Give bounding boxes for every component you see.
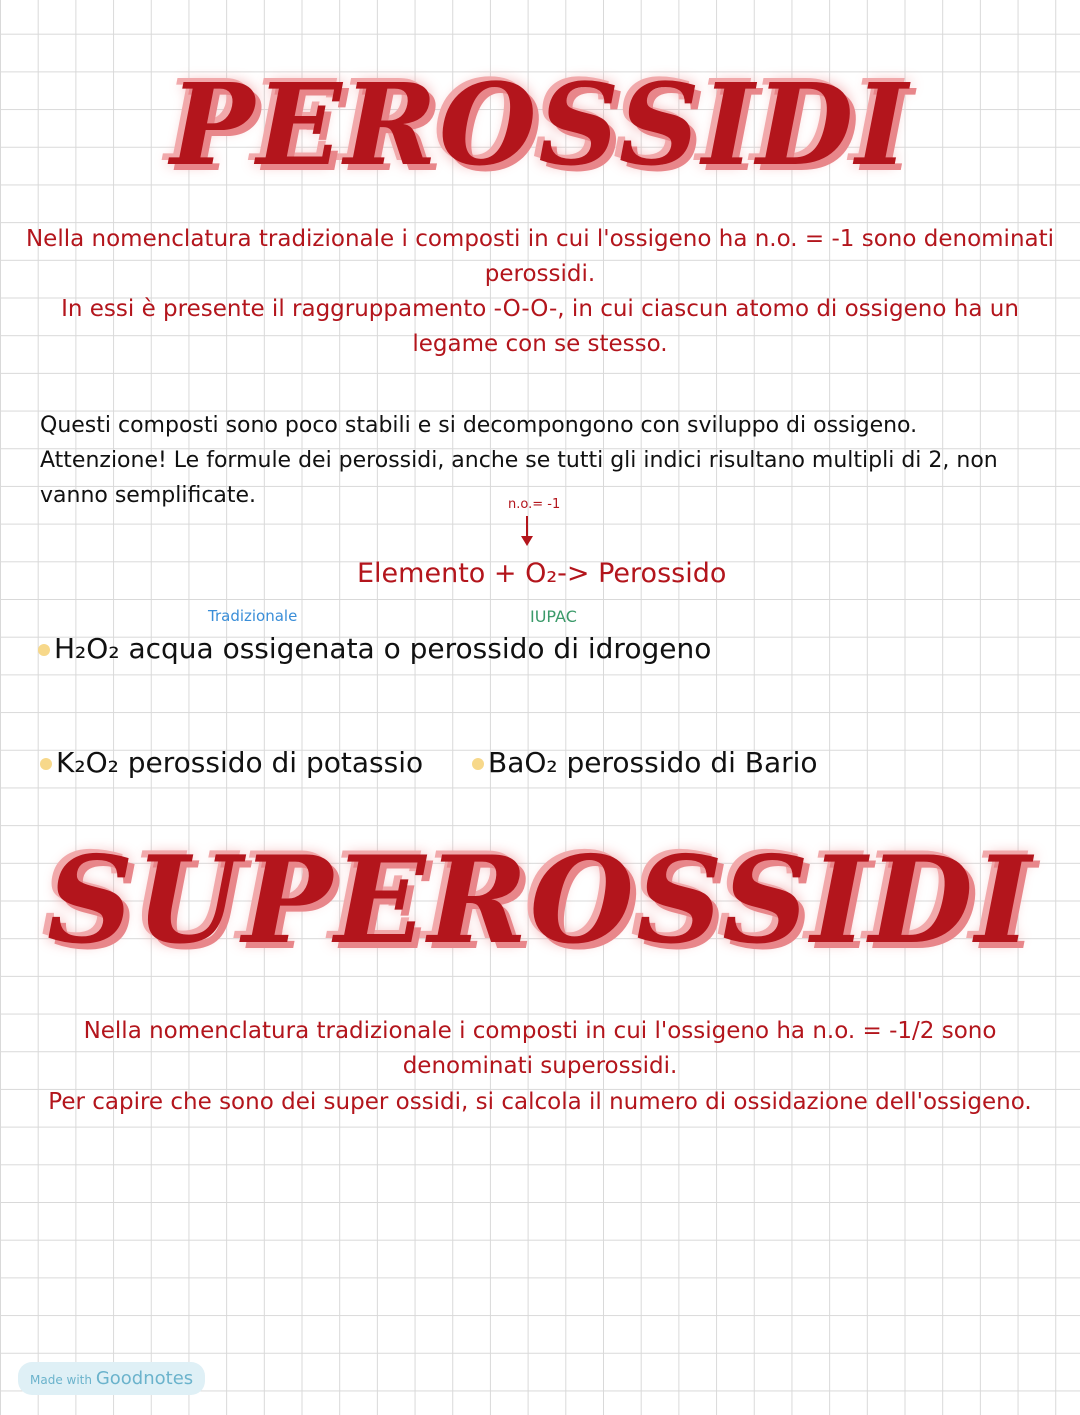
title-perossidi: PEROSSIDI [170, 60, 910, 191]
example-text: BaO₂ perossido di Bario [488, 746, 818, 779]
title-superossidi: SUPEROSSIDI [46, 830, 1034, 971]
example-text: K₂O₂ perossido di potassio [56, 746, 424, 779]
arrow-down-icon [526, 516, 528, 542]
example-h2o2 [38, 632, 711, 665]
example-text: H₂O₂ acqua ossigenata o perossido di idrogeno [54, 632, 712, 665]
bullet-icon [472, 758, 484, 770]
stability-text: Questi composti sono poco stabili e si decompongono con sviluppo di ossigeno. [40, 413, 918, 438]
example-k2o2 [40, 746, 423, 779]
oxygen-group-text: In essi è presente il raggruppamento -O-O-, in cui ciascun atomo di ossigeno ha un legame con se stesso. [61, 296, 1019, 357]
watermark-small: Made with [30, 1373, 92, 1387]
label-iupac: IUPAC [530, 607, 577, 626]
bullet-icon [40, 758, 52, 770]
definition-superossidi: Nella nomenclatura tradizionale i composti in cui l'ossigeno ha n.o. = -1/2 sono denominati superossidi. [83, 1018, 997, 1079]
goodnotes-watermark [18, 1362, 205, 1395]
reaction-formula: Elemento + O₂-> Perossido [357, 558, 727, 589]
example-bao2 [472, 746, 818, 779]
oxidation-number-label: n.o.= -1 [508, 497, 561, 512]
warning-text: Attenzione! Le formule dei perossidi, anche se tutti gli indici risultano multipli di 2, non vanno semplificate. [40, 448, 998, 508]
superossidi-hint: Per capire che sono dei super ossidi, si calcola il numero di ossidazione dell'ossigeno. [48, 1089, 1032, 1115]
bullet-icon [38, 644, 50, 656]
watermark-brand: Goodnotes [95, 1368, 194, 1389]
definition-perossidi: Nella nomenclatura tradizionale i composti in cui l'ossigeno ha n.o. = -1 sono denominati perossidi. [25, 226, 1055, 287]
label-tradizionale: Tradizionale [208, 607, 298, 625]
